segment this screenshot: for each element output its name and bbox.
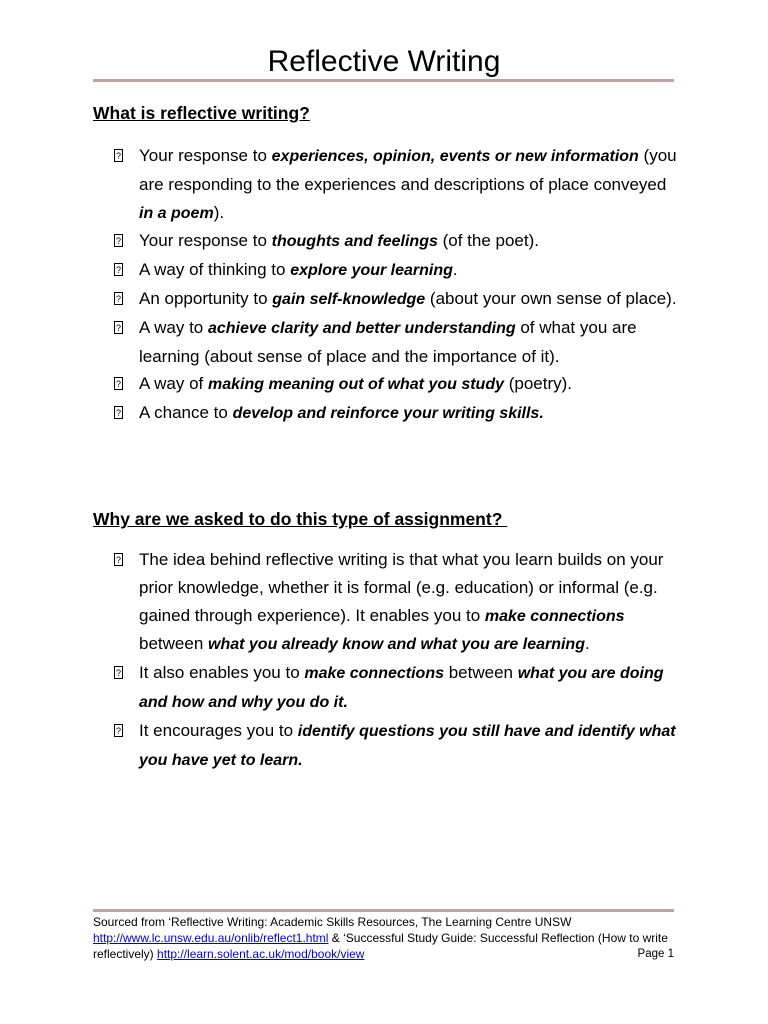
list-item [114,227,684,256]
emphasis-text: make connections [304,665,444,683]
footer-divider [93,909,674,912]
bullet-icon: ? [115,236,121,247]
emphasis-text: achieve clarity and better understanding [207,319,516,337]
bullet-icon: ? [115,555,121,565]
bullet-icon: ? [115,151,121,161]
emphasis-text: gain self-knowledge [272,290,426,308]
bullet-icon: ? [115,408,121,419]
body-text: (about your own sense of place). [425,288,677,308]
bullet-icon: ? [115,322,121,333]
list-item [114,659,684,717]
list-item [114,399,684,428]
emphasis-text: develop and reinforce your writing skills. [232,405,544,423]
body-text: between [139,634,208,654]
list-item [114,546,684,659]
emphasis-text: make connections [484,607,625,625]
body-text: (you are responding to the experiences and descriptions of place conveyed [139,146,677,194]
body-text: . [584,634,590,654]
body-text: A way of [139,374,208,394]
list-item [114,256,684,285]
title-divider [93,79,674,82]
footer-source-text-2: & ‘Successful Study Guide: Successful Reflection (How to write reflectively) [93,931,668,961]
body-text: The idea behind reflective writing is that what you learn builds on your prior knowledge, whether it is formal (e.g. education) or informal (e.g. gained through experience). It enables you to [139,550,664,625]
list-item [114,370,684,399]
body-text: . [452,260,458,280]
emphasis-text: in a poem [139,204,214,222]
what-is-list [114,142,684,428]
emphasis-text: making meaning out of what you study [207,376,504,394]
body-text: Your response to [139,231,272,251]
body-text: of what you are learning (about sense of place and the importance of it). [139,317,637,366]
page-title: Reflective Writing [267,45,501,78]
body-text: It encourages you to [139,720,298,740]
page-number: Page 1 [637,948,674,960]
body-text: A way to [139,317,208,337]
body-text: It also enables you to [139,663,305,683]
bullet-icon: ? [115,725,121,736]
why-list [114,546,684,774]
bullet-icon: ? [115,668,121,679]
bullet-icon: ? [115,265,121,276]
body-text: (poetry). [504,374,573,394]
body-text: ). [213,202,225,222]
emphasis-text: experiences, opinion, events or new information [271,148,639,165]
body-text: An opportunity to [139,288,273,308]
emphasis-text: what you already know and what you are learning [208,636,585,654]
emphasis-text: identify questions you still have and identify what you have yet to learn. [139,722,676,769]
body-text: Your response to [139,146,272,165]
bullet-icon: ? [115,293,121,304]
section-heading-what-is: What is reflective writing? [93,103,310,123]
body-text: (of the poet). [437,231,539,251]
bullet-icon: ? [115,379,121,390]
body-text: A chance to [139,403,233,423]
footer-link-solent[interactable]: http://learn.solent.ac.uk/mod/book/view [157,947,365,961]
list-item [114,717,684,775]
section-heading-why: Why are we asked to do this type of assignment? [93,509,508,529]
body-text: between [444,663,518,683]
emphasis-text: thoughts and feelings [271,233,438,251]
list-item [114,142,684,227]
list-item [114,285,684,314]
body-text: A way of thinking to [139,260,291,280]
emphasis-text: explore your learning [290,262,453,280]
footer-link-unsw[interactable]: http://www.lc.unsw.edu.au/onlib/reflect1.html [93,931,329,945]
footer [93,914,674,962]
list-item [114,314,684,371]
footer-source-text: Sourced from ‘Reflective Writing: Academic Skills Resources, The Learning Centre UNSW [93,915,572,929]
emphasis-text: what you are doing and how and why you do it. [139,665,664,711]
